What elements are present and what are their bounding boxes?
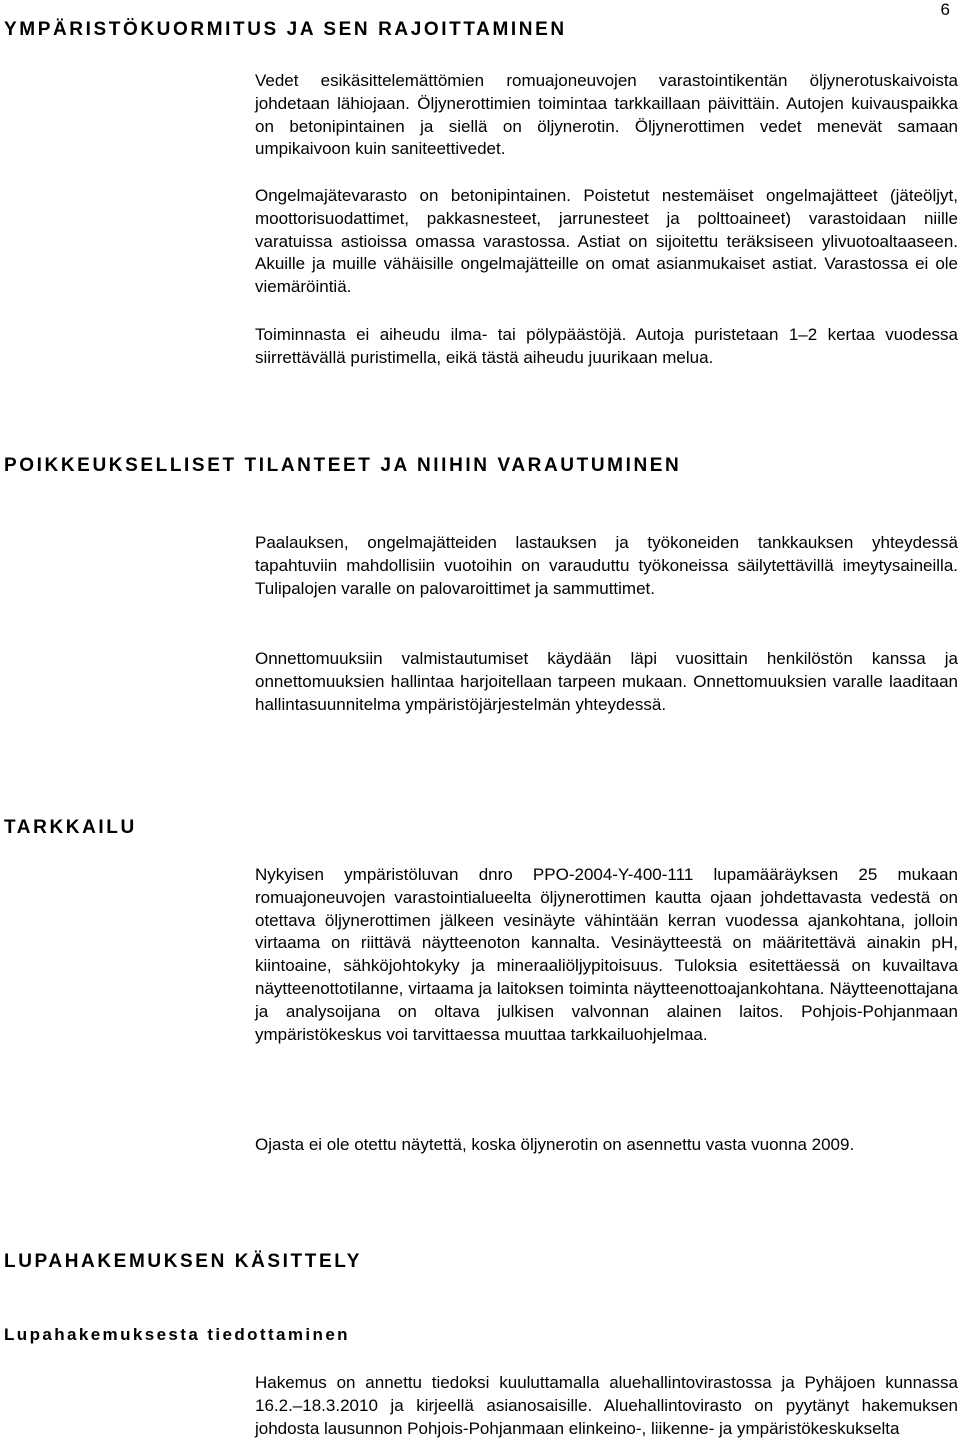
paragraph-oil-separators: Vedet esikäsittelemättömien romuajoneuvojen varastointikentän öljynerotuskaivoista johdetaan lähiojaan. Öljynerottimien toimintaa tarkkaillaan päivittäin. Autojen kuivauspaikka on betonipintainen ja siellä on öljynerotin. Öljynerottimen vedet menevät samaan umpikaivoon kuin saniteettivedet.	[255, 71, 958, 159]
page-number: 6	[940, 0, 950, 19]
paragraph-accident-preparedness: Onnettomuuksiin valmistautumiset käydään läpi vuosittain henkilöstön kanssa ja onnettomuuksien hallintaa harjoitellaan tarpeen mukaan. Onnettomuuksien varalle laaditaan hallintasuunnitelma ympäristöjärjestelmän yhteydessä.	[255, 649, 958, 714]
paragraph-hazardous-waste-storage: Ongelmajätevarasto on betonipintainen. Poistetut nestemäiset ongelmajätteet (jäteöljyt, moottorisuodattimet, pakkasnesteet, jarrunesteet ja polttoaineet) varastoidaan niille varatuissa astioissa omassa varastossa. Astiat on sijoitettu teräksiseen ylivuotoaltaaseen. Akuille ja muille vähäisille ongelmajätteille on omat asianmukaiset astiat. Varastossa ei ole viemäröintiä.	[255, 186, 958, 297]
paragraph-no-sample-taken: Ojasta ei ole otettu näytettä, koska öljynerotin on asennettu vasta vuonna 2009.	[255, 1135, 855, 1154]
section-heading-poikkeukselliset: POIKKEUKSELLISET TILANTEET JA NIIHIN VARAUTUMINEN	[4, 455, 682, 476]
section-heading-ymparistokuormitus: YMPÄRISTÖKUORMITUS JA SEN RAJOITTAMINEN	[4, 19, 567, 40]
subheading-lupahakemuksesta-tiedottaminen: Lupahakemuksesta tiedottaminen	[4, 1325, 350, 1344]
section-heading-tarkkailu: TARKKAILU	[4, 817, 137, 838]
section-heading-lupahakemuksen-kasittely: LUPAHAKEMUKSEN KÄSITTELY	[4, 1251, 362, 1272]
paragraph-emissions: Toiminnasta ei aiheudu ilma- tai pölypäästöjä. Autoja puristetaan 1–2 kertaa vuodessa siirrettävällä puristimella, eikä tästä aiheudu juurikaan melua.	[255, 325, 958, 367]
paragraph-application-notification: Hakemus on annettu tiedoksi kuuluttamalla aluehallintovirastossa ja Pyhäjoen kunnassa 16.2.–18.3.2010 ja kirjeellä asianosaisille. Aluehallintovirasto on pyytänyt hakemuksen johdosta lausunnon Pohjois-Pohjanmaan elinkeino-, liikenne- ja ympäristökeskukselta	[255, 1373, 958, 1438]
paragraph-leak-preparedness: Paalauksen, ongelmajätteiden lastauksen ja työkoneiden tankkauksen yhteydessä tapahtuviin mahdollisiin vuotoihin on varauduttu työkoneissa säilytettävillä imeytysaineilla. Tulipalojen varalle on palovaroittimet ja sammuttimet.	[255, 533, 958, 598]
paragraph-monitoring-requirements: Nykyisen ympäristöluvan dnro PPO-2004-Y-400-111 lupamääräyksen 25 mukaan romuajoneuvojen varastointialueelta öljynerottimen kautta ojaan johdettavasta vedestä on otettava öljynerottimen jälkeen vesinäyte vähintään kerran vuodessa ajankohtana, jolloin virtaama on riittävä näytteenoton kannalta. Vesinäytteestä on määritettävä ainakin pH, kiintoaine, sähköjohtokyky ja mineraaliöljypitoisuus. Tuloksia esitettäessä on kuvailtava näytteenottotilanne, virtaama ja laitoksen toiminta näytteenottoajankohtana. Näytteenottajana ja analysoijana on oltava julkisen valvonnan alainen laitos. Pohjois-Pohjanmaan ympäristökeskus voi tarvittaessa muuttaa tarkkailuohjelmaa.	[255, 865, 958, 1044]
